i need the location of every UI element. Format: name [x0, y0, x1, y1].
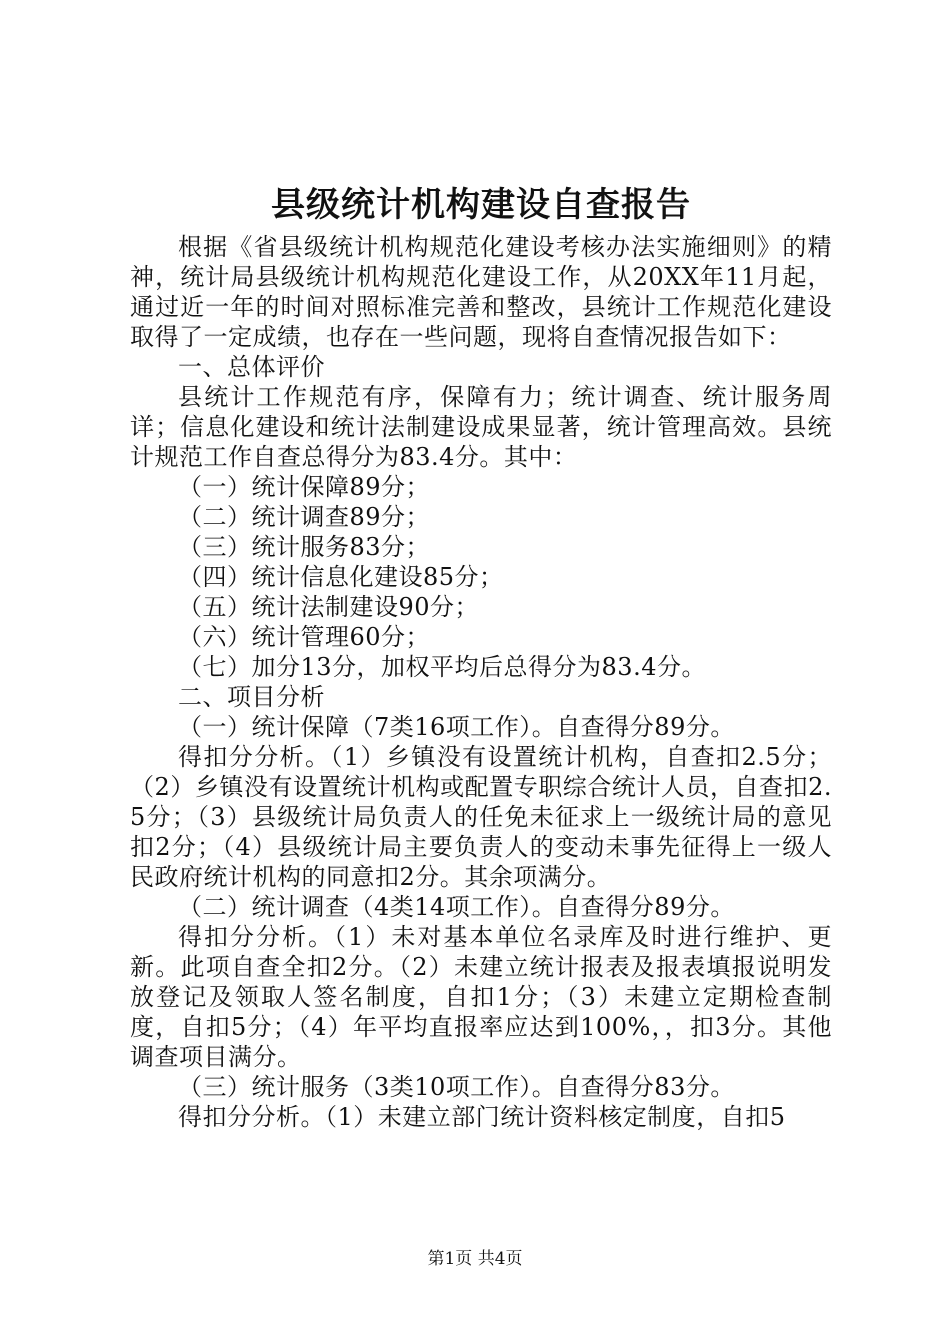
list-item: （七）加分13分，加权平均后总得分为83.4分。	[178, 653, 706, 681]
subsection-heading: （一）统计保障（7类16项工作）。自查得分89分。	[178, 713, 735, 741]
paragraph: 得扣分分析。（1）未对基本单位名录库及时进行维护、更新。此项自查全扣2分。（2）未建立统计报表及报表填报说明发放登记及领取人签名制度，自扣1分；（3）未建立定期检查制度，自扣5分；（4）年平均直报率应达到100%，，扣3分。其他调查项目满分。	[130, 923, 832, 1071]
document-title: 县级统计机构建设自查报告	[271, 185, 691, 225]
list-item: （二）统计调查89分；	[178, 503, 431, 531]
subsection-heading: （三）统计服务（3类10项工作）。自查得分83分。	[178, 1073, 735, 1101]
page-footer: 第1页 共4页	[427, 1249, 523, 1269]
document-body	[130, 232, 832, 1132]
list-item: （一）统计保障89分；	[178, 473, 431, 501]
paragraph: 得扣分分析。（1）乡镇没有设置统计机构，自查扣2.5分；（2）乡镇没有设置统计机构或配置专职综合统计人员，自查扣2.5分；（3）县级统计局负责人的任免未征求上一级统计局的意见扣2分；（4）县级统计局主要负责人的变动未事先征得上一级人民政府统计机构的同意扣2分。其余项满分。	[130, 743, 832, 891]
paragraph: 县统计工作规范有序，保障有力；统计调查、统计服务周详；信息化建设和统计法制建设成果显著，统计管理高效。县统计规范工作自查总得分为83.4分。其中：	[130, 383, 832, 471]
list-item: （六）统计管理60分；	[178, 623, 431, 651]
list-item: （五）统计法制建设90分；	[178, 593, 480, 621]
paragraph: 根据《省县级统计机构规范化建设考核办法实施细则》的精神，统计局县级统计机构规范化建设工作，从20XX年11月起，通过近一年的时间对照标准完善和整改，县统计工作规范化建设取得了一定成绩，也存在一些问题，现将自查情况报告如下：	[130, 233, 832, 351]
paragraph: 得扣分分析。（1）未建立部门统计资料核定制度，自扣5	[178, 1103, 786, 1131]
subsection-heading: （二）统计调查（4类14项工作）。自查得分89分。	[178, 893, 735, 921]
section-heading: 二、项目分析	[178, 683, 325, 711]
list-item: （三）统计服务83分；	[178, 533, 431, 561]
list-item: （四）统计信息化建设85分；	[178, 563, 504, 591]
section-heading: 一、总体评价	[178, 353, 325, 381]
